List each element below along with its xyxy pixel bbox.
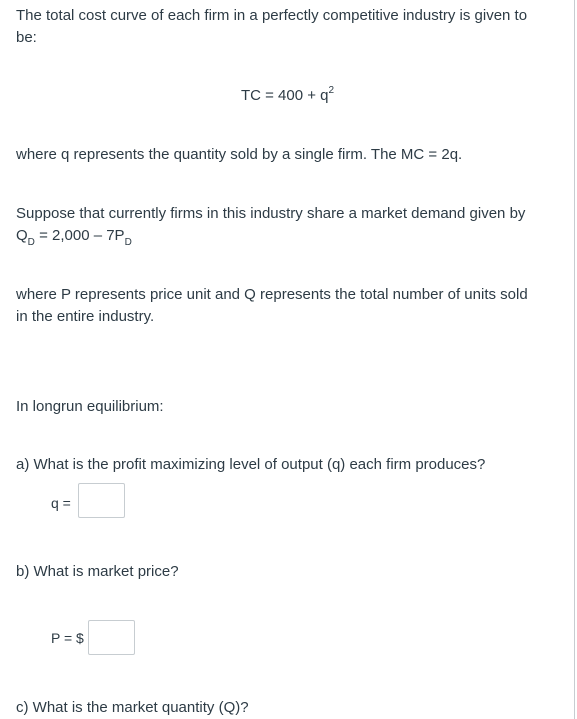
demand-q-subscript: D [27, 237, 35, 248]
question-b-text: b) What is market price? [16, 563, 179, 580]
equation-lhs: TC = 400 + q [240, 87, 329, 104]
equilibrium-heading: In longrun equilibrium: [16, 398, 164, 415]
q-answer-input[interactable] [78, 483, 125, 518]
equation-exponent: 2 [328, 85, 335, 96]
demand-expression: = 2,000 – 7P [34, 227, 125, 244]
demand-paragraph [16, 203, 561, 247]
question-c-text: c) What is the market quantity (Q)? [16, 699, 249, 716]
intro-line-1: The total cost curve of each firm in a perfectly competitive industry is given to [16, 7, 528, 24]
p-answer-label: P = $ [51, 630, 84, 646]
question-a-text: a) What is the profit maximizing level of output (q) each firm produces? [16, 456, 486, 473]
demand-q: Q [16, 227, 28, 244]
intro-line-2: be: [16, 29, 37, 46]
where-p-paragraph [16, 284, 561, 328]
demand-equation [16, 225, 561, 247]
cost-equation [0, 85, 575, 107]
mc-note: where q represents the quantity sold by a single firm. The MC = 2q. [16, 146, 463, 163]
demand-p-subscript: D [124, 237, 132, 248]
where-p-line-2: in the entire industry. [16, 308, 155, 325]
where-p-line-1: where P represents price unit and Q represents the total number of units sold [16, 286, 528, 303]
demand-line-1: Suppose that currently firms in this industry share a market demand given by [16, 205, 526, 222]
intro-paragraph [16, 5, 561, 49]
q-answer-label: q = [51, 495, 71, 511]
p-answer-input[interactable] [88, 620, 135, 655]
